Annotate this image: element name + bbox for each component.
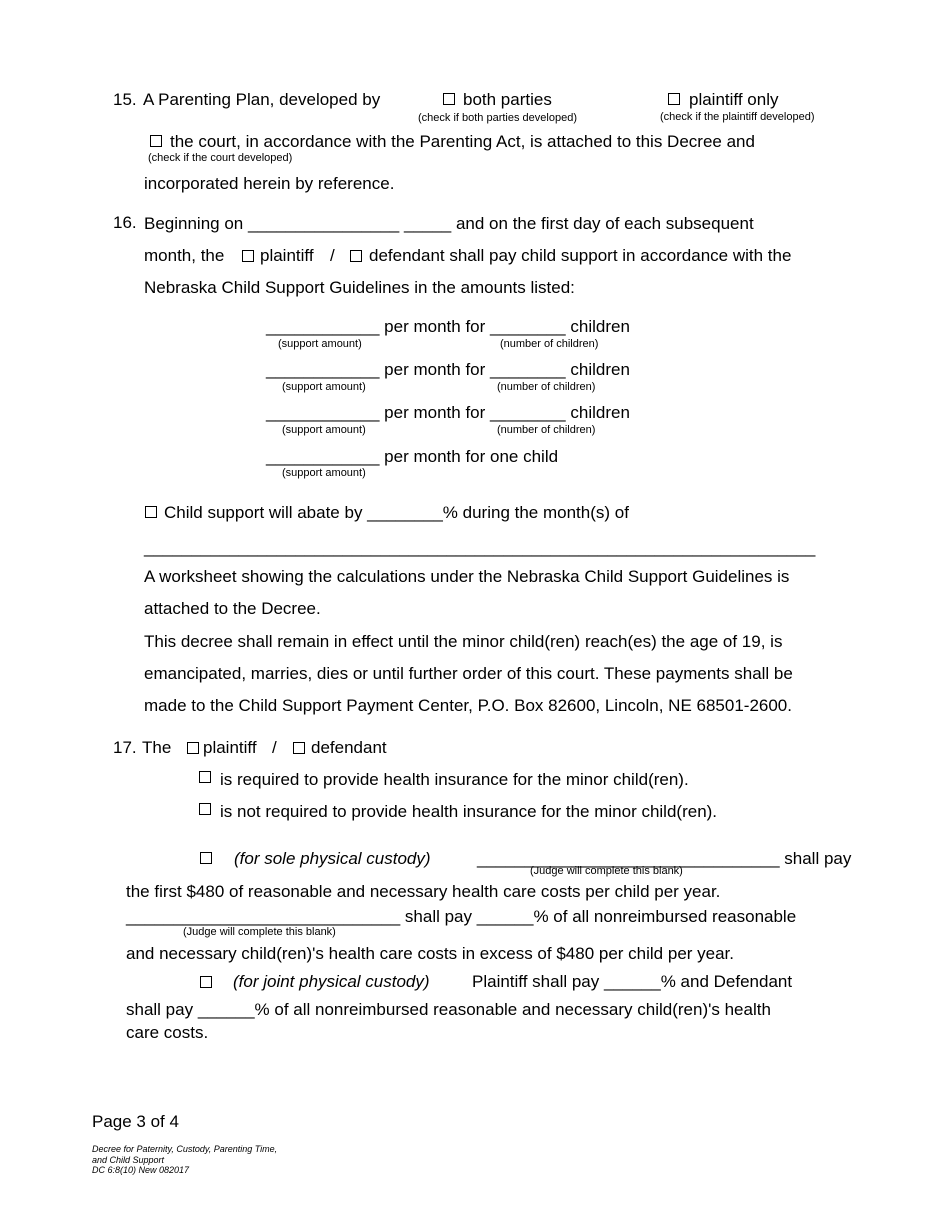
sole-custody-label: (for sole physical custody): [234, 849, 431, 868]
insurance-required-text: is required to provide health insurance for the minor child(ren).: [220, 770, 689, 789]
checkbox-17-defendant[interactable]: [293, 742, 305, 754]
item-15-number: 15.: [113, 90, 137, 109]
joint-line-2: shall pay ______% of all nonreimbursed reasonable and necessary child(ren)'s health: [126, 1000, 771, 1019]
support-row-1-amount-caption: (support amount): [278, 338, 362, 350]
checkbox-16-plaintiff[interactable]: [242, 250, 254, 262]
form-title-1: Decree for Paternity, Custody, Parenting Time,: [92, 1144, 278, 1154]
checkbox-joint-custody[interactable]: [200, 976, 212, 988]
support-row-3: ____________ per month for ________ children: [266, 403, 630, 422]
support-row-2-amount-caption: (support amount): [282, 381, 366, 393]
worksheet-line-1: A worksheet showing the calculations under the Nebraska Child Support Guidelines is: [144, 567, 790, 586]
joint-custody-text: Plaintiff shall pay ______% and Defendant: [472, 972, 793, 991]
support-row-1-children-caption: (number of children): [500, 338, 599, 350]
sole-custody-blank: ________________________________ shall pay: [477, 849, 852, 868]
worksheet-line-2: attached to the Decree.: [144, 599, 321, 618]
support-row-2: ____________ per month for ________ children: [266, 360, 630, 379]
checkbox-court[interactable]: [150, 135, 162, 147]
insurance-not-required-text: is not required to provide health insurance for the minor child(ren).: [220, 802, 718, 821]
caption-plaintiff-only: (check if the plaintiff developed): [660, 111, 815, 123]
caption-both-parties: (check if both parties developed): [418, 112, 577, 124]
label-both-parties: both parties: [463, 90, 552, 109]
label-court: the court, in accordance with the Parenting Act, is attached to this Decree and: [170, 132, 755, 151]
support-row-3-amount-caption: (support amount): [282, 424, 366, 436]
checkbox-insurance-not-required[interactable]: [199, 803, 211, 815]
abate-months-line: _______________________________________________________________________: [144, 538, 816, 557]
judge-caption-1: (Judge will complete this blank): [530, 865, 683, 877]
checkbox-abate[interactable]: [145, 506, 157, 518]
support-row-4-amount-caption: (support amount): [282, 467, 366, 479]
checkbox-plaintiff-only[interactable]: [668, 93, 680, 105]
item-15-closing: incorporated herein by reference.: [144, 174, 395, 193]
joint-line-3: care costs.: [126, 1023, 209, 1042]
checkbox-insurance-required[interactable]: [199, 771, 211, 783]
joint-custody-label: (for joint physical custody): [233, 972, 430, 991]
item-17-slash: /: [272, 738, 277, 757]
item-17-the: The: [142, 738, 172, 757]
judge-caption-2: (Judge will complete this blank): [183, 926, 336, 938]
form-code: DC 6:8(10) New 082017: [92, 1165, 190, 1175]
item-17-plaintiff: plaintiff: [203, 738, 257, 757]
item-16-number: 16.: [113, 213, 137, 232]
item-16-plaintiff: plaintiff: [260, 246, 314, 265]
support-row-1: ____________ per month for ________ children: [266, 317, 630, 336]
page-number: Page 3 of 4: [92, 1112, 179, 1131]
support-row-4: ____________ per month for one child: [266, 447, 559, 466]
form-title-2: and Child Support: [92, 1155, 165, 1165]
item-15-intro: A Parenting Plan, developed by: [143, 90, 381, 109]
item-16-line1: Beginning on ________________ _____ and on the first day of each subsequent: [144, 214, 754, 233]
item-16-line3: Nebraska Child Support Guidelines in the amounts listed:: [144, 278, 575, 297]
checkbox-17-plaintiff[interactable]: [187, 742, 199, 754]
effect-line-1: This decree shall remain in effect until the minor child(ren) reach(es) the age of 19, is: [144, 632, 783, 651]
caption-court: (check if the court developed): [148, 152, 293, 164]
support-row-3-children-caption: (number of children): [497, 424, 596, 436]
checkbox-both-parties[interactable]: [443, 93, 455, 105]
effect-line-2: emancipated, marries, dies or until further order of this court. These payments shall be: [144, 664, 793, 683]
abate-text: Child support will abate by ________% during the month(s) of: [164, 503, 629, 522]
support-row-2-children-caption: (number of children): [497, 381, 596, 393]
sole-line-3: _____________________________ shall pay ______% of all nonreimbursed reasonable: [126, 907, 797, 926]
checkbox-sole-custody[interactable]: [200, 852, 212, 864]
item-16-defendant: defendant shall pay child support in accordance with the: [369, 246, 792, 265]
label-plaintiff-only: plaintiff only: [689, 90, 779, 109]
item-17-defendant: defendant: [311, 738, 387, 757]
item-16-line2-a: month, the: [144, 246, 225, 265]
item-17-number: 17.: [113, 738, 137, 757]
sole-line-2: the first $480 of reasonable and necessary health care costs per child per year.: [126, 882, 721, 901]
item-16-slash: /: [330, 246, 335, 265]
effect-line-3: made to the Child Support Payment Center, P.O. Box 82600, Lincoln, NE 68501-2600.: [144, 696, 792, 715]
sole-line-4: and necessary child(ren)'s health care costs in excess of $480 per child per year.: [126, 944, 735, 963]
checkbox-16-defendant[interactable]: [350, 250, 362, 262]
